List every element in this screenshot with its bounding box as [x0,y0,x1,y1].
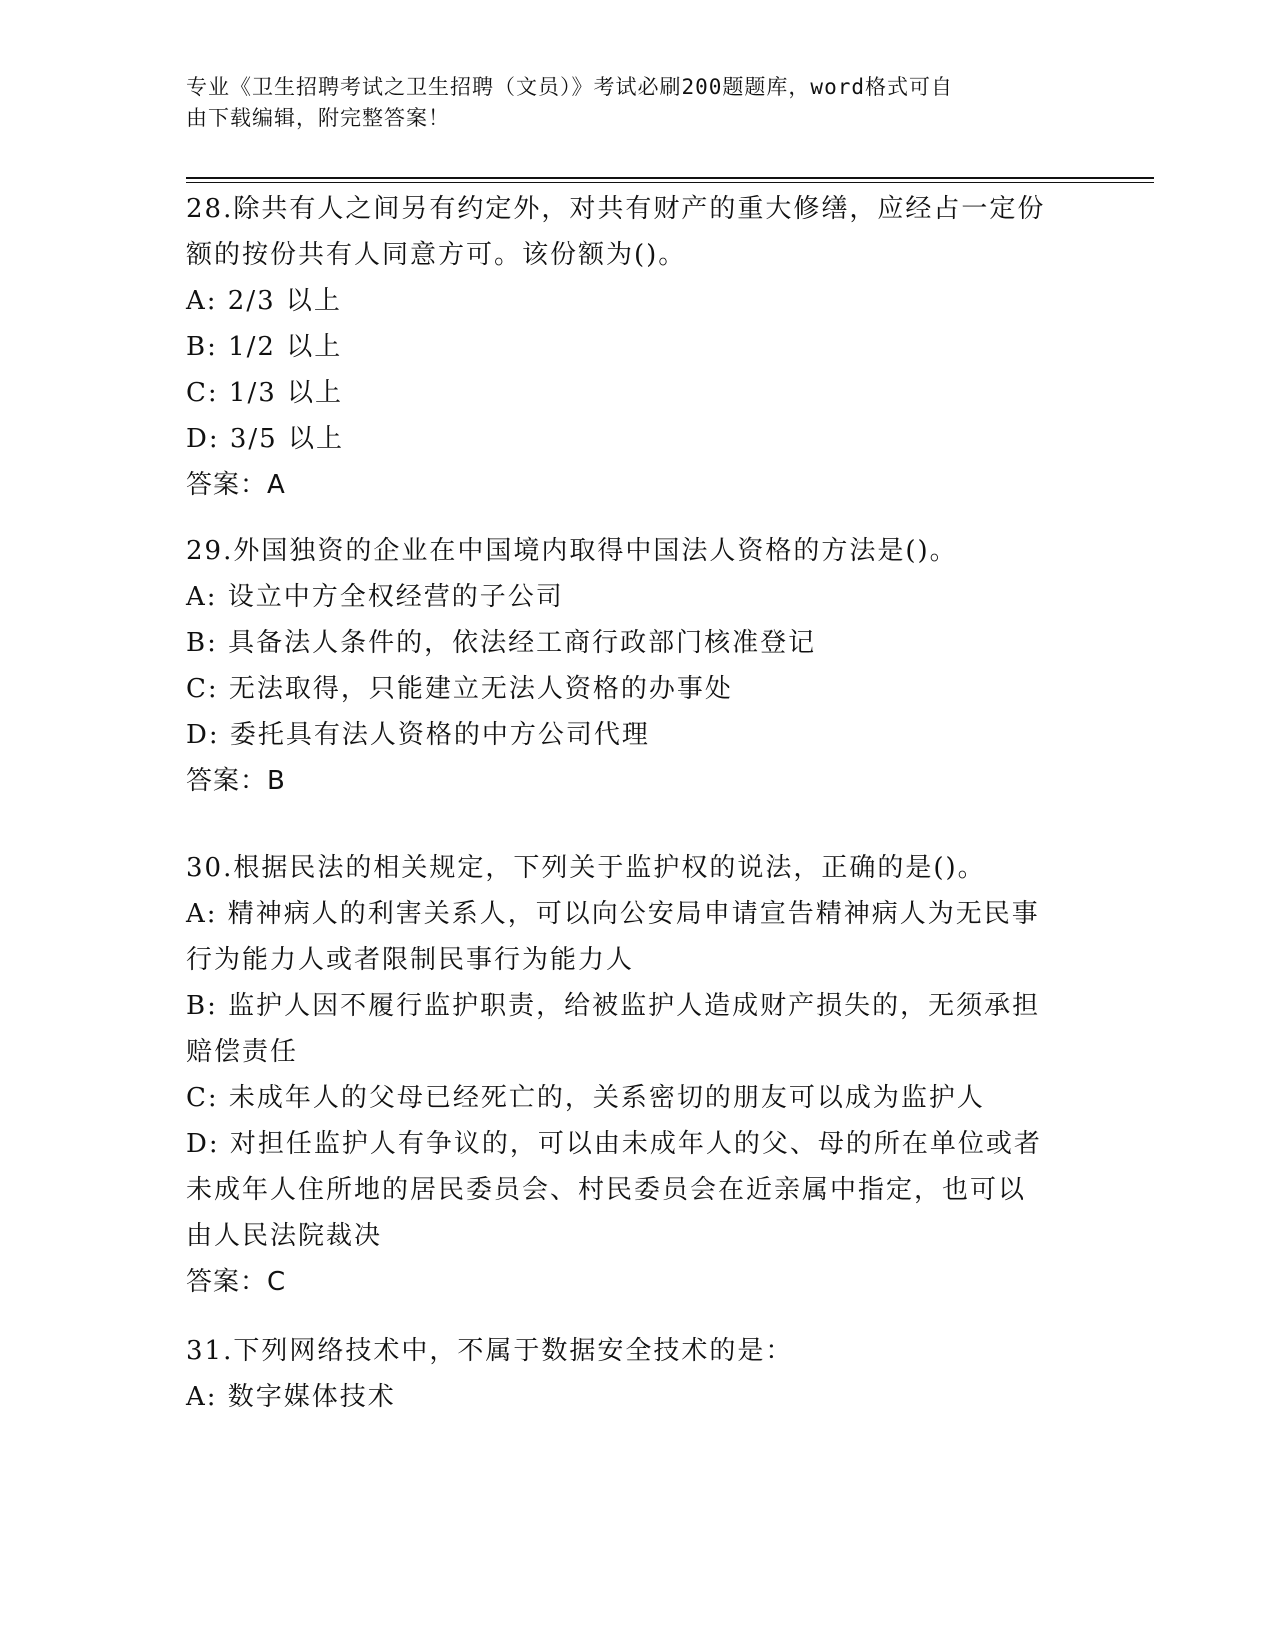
question-stem-line: 31.下列网络技术中，不属于数据安全技术的是： [186,1336,794,1366]
option-d-continued: 由人民法院裁决 [186,1221,383,1251]
option-b: B: 具备法人条件的，依法经工商行政部门核准登记 [186,628,817,658]
option-a: A: 2/3 以上 [186,286,342,316]
answer: 答案：A [186,470,286,500]
option-d-continued: 未成年人住所地的居民委员会、村民委员会在近亲属中指定，也可以 [186,1175,1027,1205]
option-b: B: 1/2 以上 [186,332,343,362]
question-stem-line: 29.外国独资的企业在中国境内取得中国法人资格的方法是()。 [186,536,958,566]
option-a: A: 精神病人的利害关系人，可以向公安局申请宣告精神病人为无民事 [186,899,1040,929]
header-line-1: 专业《卫生招聘考试之卫生招聘（文员）》考试必刷200题题库，word格式可自 [186,75,953,99]
option-c: C: 1/3 以上 [186,378,344,408]
question-31 [186,1328,1086,1420]
option-b-continued: 赔偿责任 [186,1037,299,1067]
option-c: C: 未成年人的父母已经死亡的，关系密切的朋友可以成为监护人 [186,1083,985,1113]
document-header [186,72,1086,134]
option-d: D: 3/5 以上 [186,424,344,454]
answer: 答案：B [186,766,286,796]
question-30 [186,845,1086,1305]
answer: 答案：C [186,1267,287,1297]
option-a: A: 数字媒体技术 [186,1382,396,1412]
question-29 [186,528,1086,804]
option-b: B: 监护人因不履行监护职责，给被监护人造成财产损失的，无须承担 [186,991,1041,1021]
header-rule-thin [186,182,1154,183]
option-a: A: 设立中方全权经营的子公司 [186,582,564,612]
option-a-continued: 行为能力人或者限制民事行为能力人 [186,945,635,975]
question-stem-line: 28.除共有人之间另有约定外，对共有财产的重大修缮，应经占一定份 [186,194,1046,224]
option-d: D: 对担任监护人有争议的，可以由未成年人的父、母的所在单位或者 [186,1129,1042,1159]
header-rule-thick [186,177,1154,179]
option-d: D: 委托具有法人资格的中方公司代理 [186,720,650,750]
question-28 [186,186,1086,508]
question-stem-line: 30.根据民法的相关规定，下列关于监护权的说法，正确的是()。 [186,853,986,883]
header-line-2: 由下载编辑，附完整答案！ [186,106,450,130]
question-stem-line: 额的按份共有人同意方可。该份额为()。 [186,240,687,270]
option-c: C: 无法取得，只能建立无法人资格的办事处 [186,674,733,704]
